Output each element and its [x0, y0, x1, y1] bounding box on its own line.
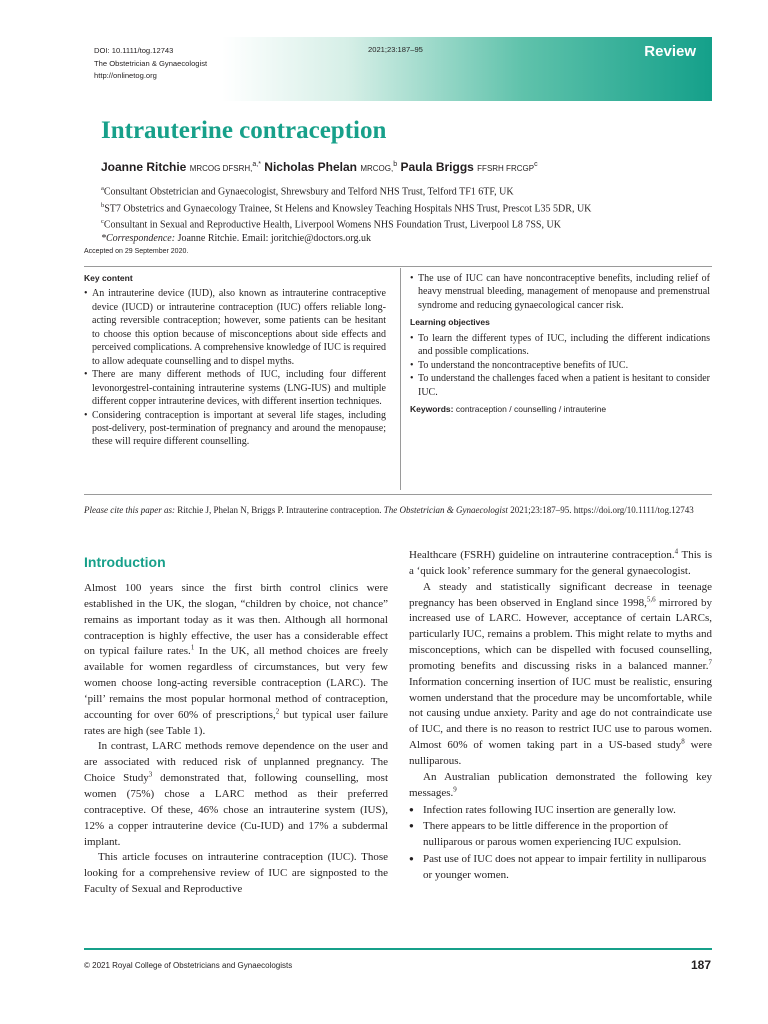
- journal-meta: [94, 45, 207, 83]
- paragraph: Almost 100 years since the first birth control clinics were established in the UK, the slogan, “children by choice, not chance” remains as important today as it was then. Although all hormonal contraception is highly effective, the user has a considerable effect on typical failure rates.$^1$ In the UK, all method choices are freely available for women regardless of circumstances, but very few women choose long-acting reversible contraception (LARC). The ‘pill’ remains the most popular hormonal method of contraception, accounting for over 60% of prescriptions,$^2$ but typical user failure rates are high (see Table 1).: [84, 582, 388, 737]
- introduction-heading: Introduction: [84, 554, 166, 570]
- box-top-rule: [84, 266, 712, 267]
- author-marks: b: [393, 161, 398, 168]
- reference-mark[interactable]: 3: [148, 770, 153, 779]
- key-content-left: [84, 272, 386, 449]
- paragraph: A steady and statistically significant decrease in teenage pregnancy has been observed in England since 1998,$^{5,6}$ mirrored by increased use of LARC. However, acceptance of certain LARCs, particularly IUC, remains a problem. This might relate to myths and misconceptions, which can be dispelled with focused counselling, promoting benefits and discussing risks in a balanced manner.$^7$ Information concerning insertion of IUC must be realistic, ensuring women understand that the procedure may be uncomfortable, while not causing undue anxiety. Parity and age do not contraindicate use of IUC, and there is no reason to restrict IUC use to parous women. Almost 60% of women taking part in a US-based study$^8$ were nulliparous.: [409, 580, 713, 767]
- author-list: [101, 160, 538, 174]
- correspondence-text: Joanne Ritchie. Email: joritchie@doctors.org.uk: [175, 233, 371, 245]
- author-degrees: MRCOG,: [360, 164, 394, 173]
- affiliation: [101, 182, 591, 199]
- page-number: 187: [690, 958, 711, 972]
- paragraph: In contrast, LARC methods remove dependence on the user and are associated with reduced risk of unplanned pregnancy. The Choice Study$^3$ demonstrated that, following counselling, most women (75%) chose a LARC method as their preferred contraceptive. Of these, 46% chose an intrauterine system (IUS), 12% a copper intrauterine device (Cu-IUD) and 17% a subdermal implant.: [84, 740, 388, 848]
- learning-objective: • To understand the challenges faced when a patient is hesitant to consider IUC.: [410, 372, 710, 399]
- citation-journal: The Obstetrician & Gynaecologist: [383, 505, 508, 515]
- learning-objectives-heading: Learning objectives: [410, 317, 490, 328]
- keywords-text: contraception / counselling / intrauterine: [455, 404, 607, 415]
- reference-mark[interactable]: 4: [674, 547, 679, 556]
- affiliation: [101, 199, 591, 216]
- affiliation-text: Consultant in Sexual and Reproductive Health, Liverpool Womens NHS Foundation Trust, Liverpool L8 7SS, UK: [103, 219, 561, 231]
- citation-lead: Please cite this paper as:: [84, 505, 175, 515]
- doi: DOI: 10.1111/tog.12743: [94, 46, 174, 55]
- article-title: Intrauterine contraception: [101, 117, 387, 144]
- reference-mark[interactable]: 1: [190, 643, 195, 652]
- section-label: Review: [644, 43, 696, 60]
- keywords: [410, 403, 710, 416]
- paragraph: This article focuses on intrauterine contraception (IUC). Those looking for a comprehensive review of IUC are signposted to the Faculty of Sexual and Reproductive: [84, 851, 388, 896]
- author-name: Paula Briggs: [400, 160, 474, 174]
- author-name: Joanne Ritchie: [101, 160, 187, 174]
- journal-url[interactable]: http://onlinetog.org: [94, 71, 157, 80]
- affiliation-mark: a: [101, 185, 104, 192]
- reference-mark[interactable]: 9: [453, 785, 457, 793]
- key-message-item: ● There appears to be little difference in the proportion of nulliparous or parous women experiencing IUC expulsion.: [409, 818, 712, 851]
- affiliation-mark: c: [101, 218, 104, 226]
- copyright: © 2021 Royal College of Obstetricians and Gynaecologists: [84, 961, 293, 970]
- body-column-right: [409, 548, 712, 884]
- body-column-left: [84, 581, 388, 898]
- affiliations: [101, 182, 591, 246]
- reference-mark[interactable]: 2: [275, 707, 280, 716]
- accepted-date: Accepted on 29 September 2020.: [84, 248, 189, 255]
- key-content-item: • There are many different methods of IUC, including four different levonorgestrel-containing intrauterine systems (LNG-IUS) and multiple different copper intrauterine devices, with different insertion techniques.: [84, 368, 386, 408]
- reference-mark[interactable]: 7: [708, 658, 712, 667]
- key-content-item: • The use of IUC can have noncontraceptive benefits, including relief of heavy menstrual bleeding, management of menopause and premenstrual syndrome and reducing gynaecological cancer risk.: [410, 272, 710, 312]
- key-content-heading: Key content: [84, 273, 133, 283]
- author-degrees: MRCOG DFSRH,: [189, 164, 253, 173]
- paragraph: An Australian publication demonstrated the following key messages.$^9$: [409, 770, 712, 799]
- citation-authors: Ritchie J, Phelan N, Briggs P. Intrauterine contraception.: [174, 505, 384, 515]
- affiliation-text: ST7 Obstetrics and Gynaecology Trainee, St Helens and Knowsley Teaching Hospitals NHS Trust, Prescot L35 5DR, UK: [104, 203, 592, 215]
- footer-rule: [84, 948, 712, 950]
- author-marks: c: [534, 161, 538, 168]
- affiliation-text: Consultant Obstetrician and Gynaecologist, Shrewsbury and Telford NHS Trust, Telford TF1 6TF, UK: [103, 186, 514, 198]
- author-degrees: FFSRH FRCGP: [477, 164, 535, 173]
- affiliation: [101, 215, 591, 232]
- reference-mark[interactable]: 5,6: [646, 594, 656, 603]
- keywords-label: Keywords:: [410, 404, 454, 415]
- key-content-right: [410, 272, 710, 417]
- reference-mark[interactable]: 8: [681, 737, 685, 746]
- key-content-item: • An intrauterine device (IUD), also known as intrauterine contraceptive device (IUCD) or intrauterine contraception (IUC) offers reliable long-acting reversible contraception; however, some patients can be hesitant to choose this option because of misconceptions about side effects and perceived complications. A comprehensive knowledge of IUC is required to allow adequate counselling and to dispel myths.: [84, 287, 386, 368]
- journal-name: The Obstetrician & Gynaecologist: [94, 58, 208, 68]
- correspondence-label: *Correspondence:: [101, 233, 176, 245]
- author-marks: a,*: [252, 161, 261, 168]
- citation-doi: 2021;23:187–95. https://doi.org/10.1111/tog.12743: [507, 505, 694, 515]
- key-content-item: • Considering contraception is important at several life stages, including post-delivery, post-termination of pregnancy and around the menopause; these will require different counselling.: [84, 409, 386, 449]
- affiliation-mark: b: [101, 201, 105, 209]
- citation: [84, 504, 712, 517]
- author-name: Nicholas Phelan: [264, 160, 357, 174]
- key-message-item: ● Past use of IUC does not appear to impair fertility in nulliparous or younger women.: [409, 851, 712, 884]
- key-message-item: ● Infection rates following IUC insertion are generally low.: [409, 802, 712, 819]
- learning-objective: • To learn the different types of IUC, including the different indications and possible complications.: [410, 332, 710, 359]
- volume-pages: 2021;23:187–95: [368, 45, 423, 54]
- box-bottom-rule: [84, 494, 712, 495]
- paragraph: Healthcare (FSRH) guideline on intrauterine contraception.$^4$ This is a ‘quick look’ reference summary for the general gynaecologist.: [409, 547, 713, 577]
- learning-objective: • To understand the noncontraceptive benefits of IUC.: [410, 359, 710, 372]
- correspondence: [101, 232, 591, 245]
- box-divider: [400, 268, 401, 490]
